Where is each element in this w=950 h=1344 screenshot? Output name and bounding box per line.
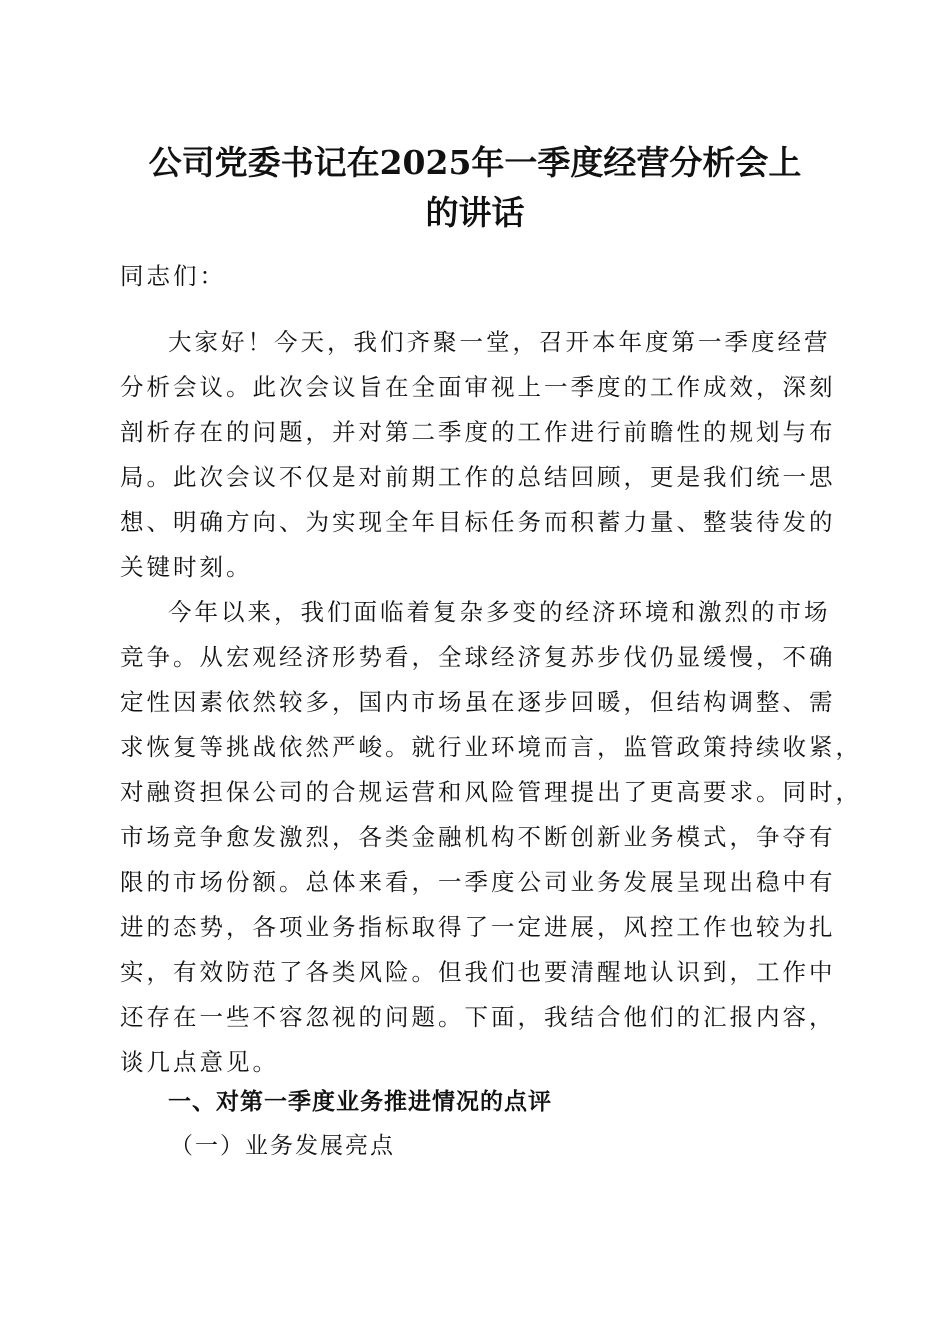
- paragraph-line: 剖析存在的问题，并对第二季度的工作进行前瞻性的规划与布: [120, 418, 836, 446]
- document-title: [100, 138, 850, 238]
- title-line-2: 的讲话: [425, 193, 525, 232]
- paragraph-line: 想、明确方向、为实现全年目标任务而积蓄力量、整装待发的: [120, 508, 836, 536]
- paragraph-line: 大家好！今天，我们齐聚一堂，召开本年度第一季度经营: [168, 328, 831, 356]
- paragraph-line: 限的市场份额。总体来看，一季度公司业务发展呈现出稳中有: [120, 868, 836, 896]
- paragraph-situation: [120, 590, 862, 1085]
- paragraph-line: 对融资担保公司的合规运营和风险管理提出了更高要求。同时，: [120, 778, 862, 806]
- paragraph-line: 市场竞争愈发激烈，各类金融机构不断创新业务模式，争夺有: [120, 823, 836, 851]
- paragraph-line: 局。此次会议不仅是对前期工作的总结回顾，更是我们统一思: [120, 463, 836, 491]
- title-line-1: 公司党委书记在2025年一季度经营分析会上: [148, 143, 802, 182]
- paragraph-intro: [120, 320, 836, 590]
- subsection-heading-1: （一）业务发展亮点: [170, 1133, 395, 1159]
- paragraph-line: 实，有效防范了各类风险。但我们也要清醒地认识到，工作中: [120, 958, 836, 986]
- paragraph-line: 今年以来，我们面临着复杂多变的经济环境和激烈的市场: [168, 598, 831, 626]
- paragraph-line: 谈几点意见。: [120, 1048, 279, 1076]
- paragraph-line: 定性因素依然较多，国内市场虽在逐步回暖，但结构调整、需: [120, 688, 836, 716]
- paragraph-line: 竞争。从宏观经济形势看，全球经济复苏步伐仍显缓慢，不确: [120, 643, 836, 671]
- paragraph-line: 分析会议。此次会议旨在全面审视上一季度的工作成效，深刻: [120, 373, 836, 401]
- salutation: 同志们：: [120, 262, 226, 290]
- paragraph-line: 求恢复等挑战依然严峻。就行业环境而言，监管政策持续收紧，: [120, 733, 862, 761]
- section-heading-1: 一、对第一季度业务推进情况的点评: [168, 1089, 552, 1115]
- paragraph-line: 进的态势，各项业务指标取得了一定进展，风控工作也较为扎: [120, 913, 836, 941]
- paragraph-line: 关键时刻。: [120, 553, 253, 581]
- paragraph-line: 还存在一些不容忽视的问题。下面，我结合他们的汇报内容，: [120, 1003, 836, 1031]
